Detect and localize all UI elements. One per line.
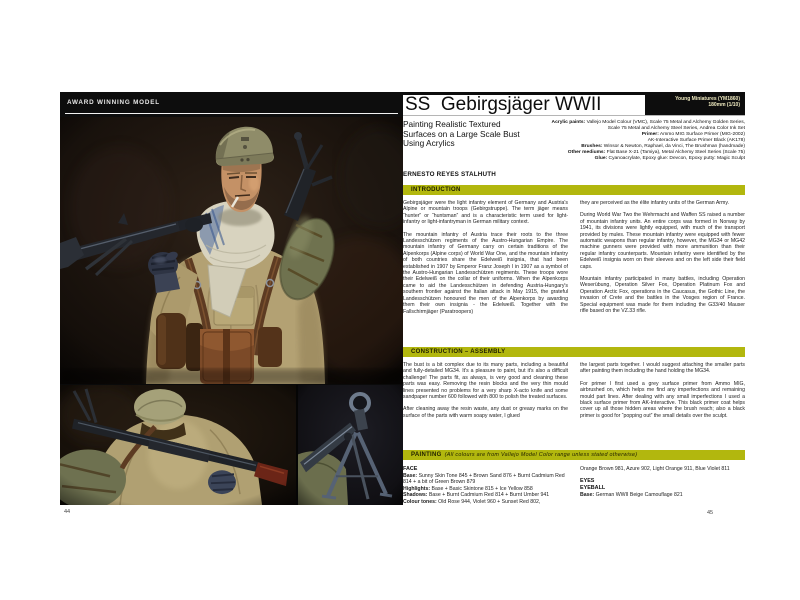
right-page: [403, 92, 745, 524]
painting-note: (All colours are from Vallejo Model Color range unless stated otherwise): [444, 452, 638, 458]
header-sub-row: [403, 120, 745, 162]
section-heading-painting: [403, 450, 745, 460]
paragraph: During World War Two the Wehrmacht and Waffen SS raised a number of mountain infantry units. An entire corps was formed in Norway by 1941, its divisions were lightly equipped, with much of the transport provided by mules. These mountain infantry were equipped with fewer automatic weapons than regular infantry, however, the MG34 or MG42 machine gunners were provided with more ammunition than their regular infantry counterparts. Mountain infantry were identified by the Edelweiß insignia worn on their sleeves and on the left side their field caps.: [580, 212, 745, 270]
article-subtitle: Painting Realistic Textured Surfaces on a Large Scale Bust Using Acrylics: [403, 119, 520, 149]
publisher-name: Young Miniatures (YM1860): [675, 96, 740, 102]
section-heading-introduction: [403, 185, 745, 195]
mg34-detail-photo: [298, 385, 403, 505]
painting-col2: [580, 466, 745, 524]
materials-text: Vallejo Model Colour (VMC), Scale 75 Metal and Alchemy Golden Series, Scale 75 Metal and Alchemy Steel Series, Andrea Color Ink Set: [585, 120, 745, 131]
materials-label: Acrylic paints:: [551, 120, 586, 125]
section-heading-label: CONSTRUCTION – ASSEMBLY: [411, 349, 506, 355]
eyes-heading: EYES: [580, 478, 595, 485]
paint-line: Shadows: Base + Burnt Cadmium Red 814 + Burnt Umber 941: [403, 492, 550, 499]
paragraph: Mountain infantry participated in many battles, including Operation Weserübung, Operation Silver Fox, Operation Platinum Fox and Operation Arctic Fox, operations in the Caucasus, the Gothic Line, the invasion of Crete and the battles in the Vosges region of France. Special equipment was made for them including the G33/40 Mauser rifle based on the VZ.33 rifle.: [580, 276, 745, 315]
section-heading-label: INTRODUCTION: [411, 187, 461, 193]
award-banner-rule: [65, 113, 398, 114]
article-header: [403, 92, 745, 116]
photo-row: [60, 385, 403, 505]
award-banner-label: AWARD WINNING MODEL: [67, 99, 160, 106]
page-number-right: 45: [707, 510, 714, 516]
publisher-box: [645, 92, 745, 115]
paragraph: After cleaning away the resin waste, any dust or greasy marks on the surface of the parts with warm soapy water, I glued: [403, 406, 568, 419]
paragraph: The mountain infantry of Austria trace their roots to the three Landesschützen regiments of the Austro-Hungarian Empire. The mountain infantry of Germany carry on certain traditions of the Alpenkorps (Alpine corps) of World War One, and the mountain infantry of both countries share the Edelweiß insignia, that had been established in 1907 by Emperor Franz Joseph I in 1907 as a symbol of the Austro-Hungarian Landesschützen regiments. These troops wore their Edelweiß on the collar of their uniforms. When the Alpenkorps came to aid the Landesschützen in defending Austria-Hungary's southern frontier against the Italian attack in May 1915, the grateful Landesschützen honoured the men of the Alpenkorps by awarding them their own insignia - the Edelweiß. Together with the Fallschirmjäger (Paratroopers): [403, 231, 568, 315]
materials-text: AK-Interactive Surface Primer Black (AK178): [647, 138, 745, 143]
introduction-col1: [403, 200, 568, 340]
materials-text: Cyanoacrylate, Epoxy glue: Devcon, Epoxy putty: Magic Sculpt: [607, 156, 745, 161]
materials-label: Primer:: [641, 132, 659, 137]
eyeball-heading: EYEBALL: [580, 485, 606, 492]
painting-columns: [403, 466, 745, 524]
paint-line: Base: German WWII Beige Camouflage 821: [580, 492, 683, 499]
bust-front-photo: [60, 117, 403, 384]
page-number-left: 44: [64, 509, 71, 515]
introduction-columns: [403, 200, 745, 340]
materials-label: Brushes:: [581, 144, 603, 149]
paint-line: Colour tones: Old Rose 944, Violet 960 + Sunset Red 802,: [403, 498, 541, 505]
section-heading-label: PAINTING: [411, 452, 442, 458]
introduction-col2: [580, 200, 745, 340]
materials-text: Flat Base X-21 (Tamiya), Metal Alchemy Steel Series (Scale 75): [605, 150, 745, 155]
bust-back-photo: [60, 385, 296, 505]
materials-label: Glue:: [594, 156, 608, 161]
section-heading-construction: [403, 347, 745, 357]
article-title: SS Gebirgsjäger WWII: [405, 94, 602, 115]
construction-col2: [580, 362, 745, 443]
paint-line: Base: Sunny Skin Tone 845 + Brown Sand 876 + Burnt Cadmium Red 814 + a bit of Green Brown 879: [403, 473, 565, 486]
left-page: [60, 92, 403, 505]
paragraph: Gebirgsjäger were the light infantry element of Germany and Austria's Alpine or mountain troops (Gebirgstruppe). The term jäger means “hunter” or “huntsman” and is a characteristic term used for light-infantry or light-infantryman in German military context.: [403, 200, 568, 226]
painting-col1: [403, 466, 568, 524]
paint-continuation: Orange Brown 981, Azure 902, Light Orange 911, Blue Violet 811: [580, 466, 730, 472]
award-banner: [60, 92, 403, 117]
paragraph: For primer I first used a grey surface primer from Ammo MIG, airbrushed on, which helps me find any imperfections and remaining mould part lines. After dealing with any small imperfections I used a black surface primer from AK-Interactive. This black primer coat helps cover up all those hidden areas where the brush reach; also a black primer is good for “popping out” the small details over the sculpt.: [580, 380, 745, 419]
materials-list: [541, 120, 745, 162]
materials-text: Ammo MIG Surface Primer (MIG-2002): [658, 132, 745, 137]
paint-line: Highlights: Base + Basic Skintone 815 + Ice Yellow 858: [403, 485, 533, 492]
construction-columns: [403, 362, 745, 443]
materials-text: Winsor & Newton, Raphael, da Vinci, The Brushman (handmade): [602, 144, 745, 149]
paragraph: The bust is a bit complex due to its many parts, including a beautiful and fully-detailed MG34. It's a pleasure to paint, but it's also a difficult challenge! The parts fit, as always, is very good and cleaning these parts was easy. Removing the resin blocks and the very thin mould lines presented no problems for a very sharp X-acto knife and some sandpaper number 600 followed with 800 to polish the treated surfaces.: [403, 362, 568, 401]
paragraph: they are perceived as the élite infantry units of the German Army.: [580, 200, 729, 206]
materials-label: Other mediums:: [567, 150, 606, 155]
author-name: ERNESTO REYES STALHUTH: [403, 171, 497, 178]
face-heading: FACE: [403, 466, 418, 472]
model-scale: 180mm (1/10): [708, 102, 740, 109]
construction-col1: [403, 362, 568, 443]
paragraph: the largest parts together. I would suggest attaching the smaller parts after painting them including the hand holding the MG34.: [580, 362, 745, 375]
